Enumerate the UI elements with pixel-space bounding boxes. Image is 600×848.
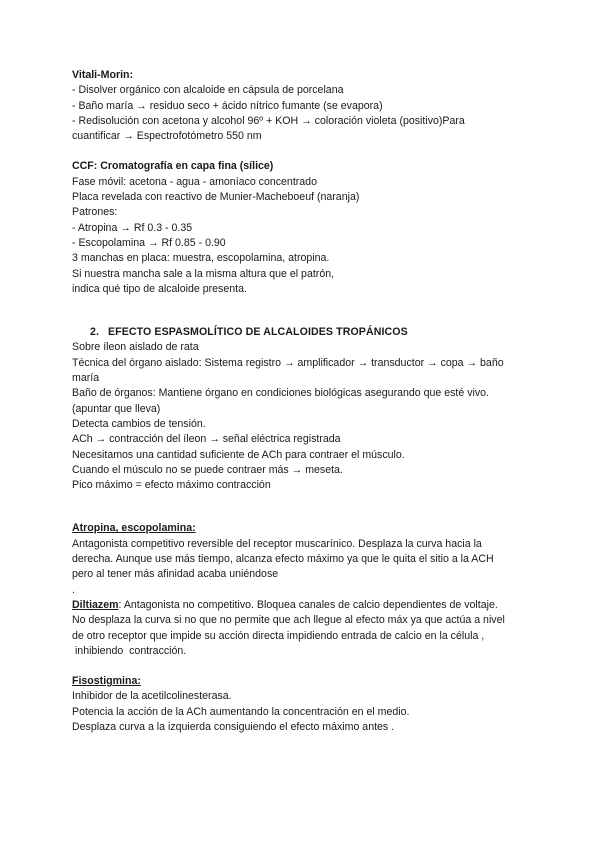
section-2-heading [72,325,552,340]
diltiazem-line: No desplaza la curva si no que no permite que ach llegue al efecto máx ya que actúa a nivel [72,614,505,627]
vitali-line: - Disolver orgánico con alcaloide en cápsula de porcelana [72,84,344,97]
atropina-line: . [72,583,75,596]
section-title: EFECTO ESPASMOLÍTICO DE ALCALOIDES TROPÁNICOS [108,326,408,339]
diltiazem-first-line [72,598,552,613]
fisostigmina-heading: Fisostigmina: [72,675,141,688]
ccf-heading: CCF: Cromatografía en capa fina (sílice) [72,160,274,173]
vitali-heading: Vitali-Morin: [72,69,134,81]
section-2-line: Necesitamos una cantidad suficiente de ACh para contraer el músculo. [72,448,405,461]
ccf-line: - Escopolamina → Rf 0.85 - 0.90 [72,236,226,249]
section-2-line: ACh → contracción del íleon → señal eléctrica registrada [72,433,341,446]
section-2-line: (apuntar que lleva) [72,402,161,415]
ccf-line: Si nuestra mancha sale a la misma altura que el patrón, [72,267,335,280]
section-2-line: Sobre íleon aislado de rata [72,341,199,354]
diltiazem-line: inhibiendo contracción. [72,644,187,657]
fisostigmina-line: Potencia la acción de la ACh aumentando la concentración en el medio. [72,705,410,718]
section-2-line: Detecta cambios de tensión. [72,417,206,430]
atropina-line: Antagonista competitivo reversible del receptor muscarínico. Desplaza la curva hacia la [72,537,482,550]
diltiazem-line: de otro receptor que impide su acción directa impidiendo entrada de calcio en la célula , [72,629,485,642]
ccf-line: - Atropina → Rf 0.3 - 0.35 [72,221,193,234]
section-number: 2. [90,326,100,339]
ccf-line: indica qué tipo de alcaloide presenta. [72,282,247,295]
ccf-line: Fase móvil: acetona - agua - amoníaco concentrado [72,175,317,188]
section-2-line: Baño de órganos: Mantiene órgano en condiciones biológicas asegurando que esté vivo. [72,387,489,400]
section-2-line: Pico máximo = efecto máximo contracción [72,479,271,492]
section-2-line: Técnica del órgano aislado: Sistema registro → amplificador → transductor → copa → baño [72,356,504,369]
fisostigmina-line: Inhibidor de la acetilcolinesterasa. [72,690,232,703]
atropina-line: derecha. Aunque use más tiempo, alcanza efecto máximo ya que le quita el sitio a la ACH [72,553,494,566]
vitali-line: - Redisolución con acetona y alcohol 96º + KOH → coloración violeta (positivo)Para [72,114,465,127]
vitali-line: cuantificar → Espectrofotómetro 550 nm [72,130,262,143]
atropina-line: pero al tener más afinidad acaba uniéndose [72,568,279,581]
atropina-heading: Atropina, escopolamina: [72,522,196,535]
diltiazem-heading: Diltiazem [72,598,119,611]
ccf-line: Patrones: [72,206,118,219]
section-2-line: Cuando el músculo no se puede contraer más → meseta. [72,463,343,476]
ccf-line: 3 manchas en placa: muestra, escopolamina, atropina. [72,252,330,265]
vitali-line: - Baño maría → residuo seco + ácido nítrico fumante (se evapora) [72,99,383,112]
ccf-line: Placa revelada con reactivo de Munier-Macheboeuf (naranja) [72,191,360,204]
fisostigmina-line: Desplaza curva a la izquierda consiguiendo el efecto máximo antes . [72,720,395,733]
document-page [72,68,552,735]
section-2-line: maría [72,372,100,385]
diltiazem-first-text: : Antagonista no competitivo. Bloquea canales de calcio dependientes de voltaje. [118,598,498,611]
